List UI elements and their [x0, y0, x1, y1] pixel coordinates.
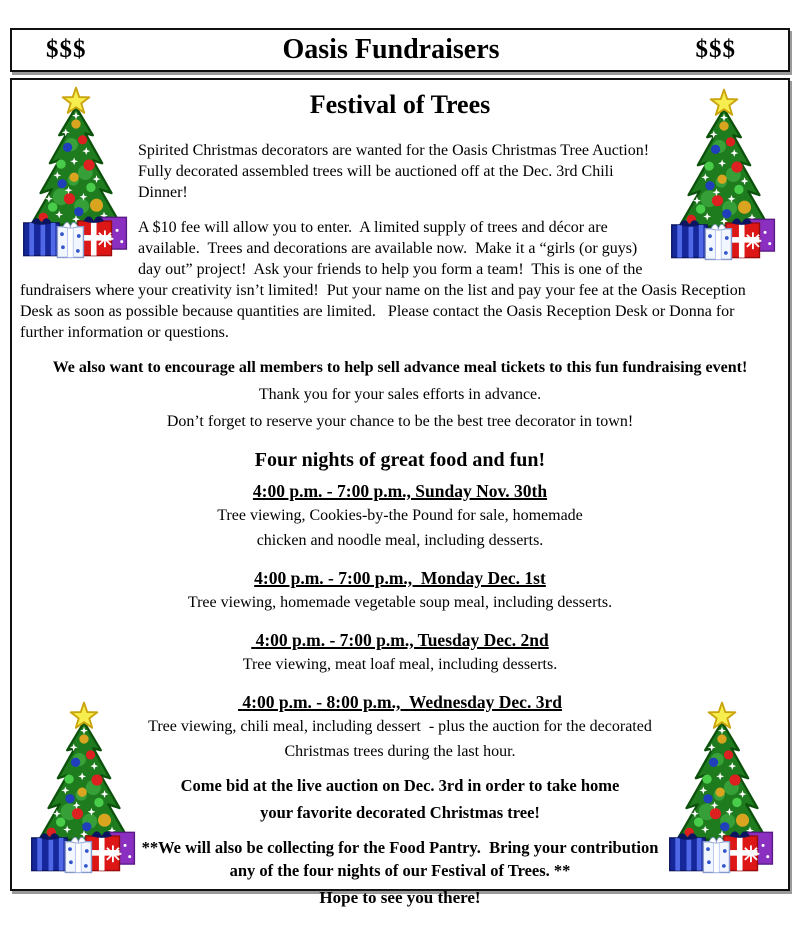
christmas-tree-icon	[28, 697, 140, 879]
schedule-section-tuesday	[12, 629, 788, 677]
schedule-heading: 4:00 p.m. - 7:00 p.m., Monday Dec. 1st	[254, 568, 546, 588]
schedule-heading: 4:00 p.m. - 8:00 p.m., Wednesday Dec. 3rd	[238, 692, 562, 712]
schedule-description: Christmas trees during the last hour.	[284, 743, 516, 760]
schedule-description: Tree viewing, Cookies-by-the Pound for sale, homemade	[217, 507, 583, 524]
header-banner	[10, 28, 790, 72]
schedule-heading: 4:00 p.m. - 7:00 p.m., Sunday Nov. 30th	[252, 481, 548, 501]
schedule-description: Tree viewing, chili meal, including dessert - plus the auction for the decorated	[148, 718, 652, 735]
christmas-tree-icon	[668, 84, 780, 266]
closing-line: Hope to see you there!	[319, 888, 481, 907]
christmas-tree-bottom-right	[666, 697, 778, 879]
flyer-title: Festival of Trees	[309, 90, 491, 119]
christmas-tree-bottom-left	[28, 697, 140, 879]
intro-paragraph: Spirited Christmas decorators are wanted for the Oasis Christmas Tree Auction! Fully decorated assembled trees will be auctioned off at the Dec. 3rd Chili Dinner!	[138, 142, 658, 201]
reserve-line: Don’t forget to reserve your chance to be the best tree decorator in town!	[166, 413, 634, 430]
dollar-signs-left: $$$	[46, 36, 87, 63]
auction-line: your favorite decorated Christmas tree!	[260, 803, 540, 822]
food-pantry-line: **We will also be collecting for the Food Pantry. Bring your contribution	[141, 838, 659, 857]
schedule-description: Tree viewing, homemade vegetable soup meal, including desserts.	[187, 594, 613, 611]
header-title: Oasis Fundraisers	[282, 34, 500, 65]
schedule-heading: 4:00 p.m. - 7:00 p.m., Tuesday Dec. 2nd	[251, 630, 549, 650]
schedule-description: Tree viewing, meat loaf meal, including desserts.	[242, 656, 558, 673]
food-pantry-line: any of the four nights of our Festival of Trees. **	[229, 861, 571, 880]
dollar-signs-right: $$$	[695, 36, 736, 63]
christmas-tree-icon	[666, 697, 778, 879]
schedule-section-monday	[12, 567, 788, 615]
flyer-body	[10, 78, 790, 907]
christmas-tree-icon	[20, 82, 132, 264]
encourage-line: We also want to encourage all members to help sell advance meal tickets to this fun fundraising event!	[52, 359, 748, 376]
christmas-tree-top-left	[20, 82, 132, 264]
auction-line: Come bid at the live auction on Dec. 3rd in order to take home	[180, 776, 620, 795]
christmas-tree-top-right	[668, 84, 780, 266]
thanks-line: Thank you for your sales efforts in advance.	[258, 386, 542, 403]
schedule-title: Four nights of great food and fun!	[254, 449, 546, 471]
schedule-description: chicken and noodle meal, including desserts.	[256, 532, 544, 549]
details-paragraph: A $10 fee will allow you to enter. A limited supply of trees and décor are available. Trees and decorations are available now. Make it a “girls (or guys) day out” project! Ask your friends to help you form a team! This is one of the fundraisers where your creativity isn’t limited! Put your name on the list and pay your fee at the Oasis Reception Desk as soon as possible because quantities are limited. Please contact the Oasis Reception Desk or Donna for further information or questions.	[20, 219, 750, 341]
schedule-section-sunday	[12, 480, 788, 553]
